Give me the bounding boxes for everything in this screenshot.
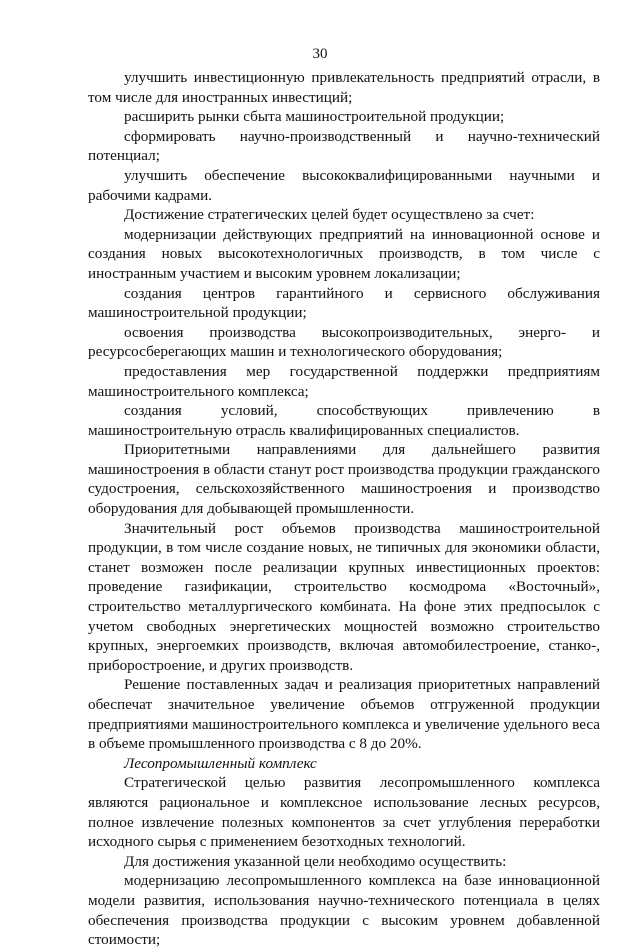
paragraph: Для достижения указанной цели необходимо осуществить: xyxy=(124,852,507,870)
paragraph: улучшить обеспечение высококвалифицированными научными и рабочими кадрами. xyxy=(88,166,600,204)
paragraph: модернизацию лесопромышленного комплекса на базе инновационной модели развития, использования научно-технического потенциала в целях обеспечения производства продукции с высоким уровнем добавленной стоимости; xyxy=(88,872,600,949)
paragraph: модернизации действующих предприятий на инновационной основе и создания новых высокотехнологичных производств, в том числе с иностранным участием и высоким уровнем локализации; xyxy=(88,225,600,282)
paragraph: Приоритетными направлениями для дальнейшего развития машиностроения в области станут рост производства продукции гражданского судостроения, сельскохозяйственного машиностроения и производство оборудования для добывающей промышленности. xyxy=(88,441,600,518)
paragraph: создания центров гарантийного и сервисного обслуживания машиностроительной продукции; xyxy=(88,284,600,322)
paragraph: создания условий, способствующих привлечению в машиностроительную отрасль квалифицированных специалистов. xyxy=(88,402,600,439)
paragraph: Значительный рост объемов производства машиностроительной продукции, в том числе создание новых, не типичных для экономики области, станет возможен после реализации крупных инвестиционных проектов: проведение газификации, строительство космодрома «Восточный», строительство металлургического комбината. На фоне этих предпосылок с учетом свободных энергетических мощностей возможно строительство крупных, энергоемких производств, включая автомобилестроение, станко-, приборостроение, и других производств. xyxy=(88,519,600,674)
paragraph: освоения производства высокопроизводительных, энерго- и ресурсосберегающих машин и технологического оборудования; xyxy=(88,323,600,361)
document-body xyxy=(88,68,600,950)
paragraph: сформировать научно-производственный и научно-технический потенциал; xyxy=(88,127,600,165)
paragraph: Стратегической целью развития лесопромышленного комплекса являются рациональное и комплексное использование лесных ресурсов, полное извлечение полезных компонентов за счет углубления переработки исходного сырья с применением безотходных технологий. xyxy=(88,774,600,851)
paragraph: предоставления мер государственной поддержки предприятиям машиностроительного комплекса; xyxy=(88,362,600,400)
page-number: 30 xyxy=(312,46,328,62)
paragraph: Решение поставленных задач и реализация приоритетных направлений обеспечат значительное увеличение объемов отгруженной продукции предприятиями машиностроительного комплекса и увеличение удельного веса в объеме промышленного производства с 8 до 20%. xyxy=(88,676,600,753)
paragraph: Достижение стратегических целей будет осуществлено за счет: xyxy=(124,206,535,224)
paragraph: расширить рынки сбыта машиностроительной продукции; xyxy=(124,108,505,126)
paragraph: улучшить инвестиционную привлекательность предприятий отрасли, в том числе для иностранных инвестиций; xyxy=(88,69,600,106)
section-heading: Лесопромышленный комплекс xyxy=(124,754,317,772)
